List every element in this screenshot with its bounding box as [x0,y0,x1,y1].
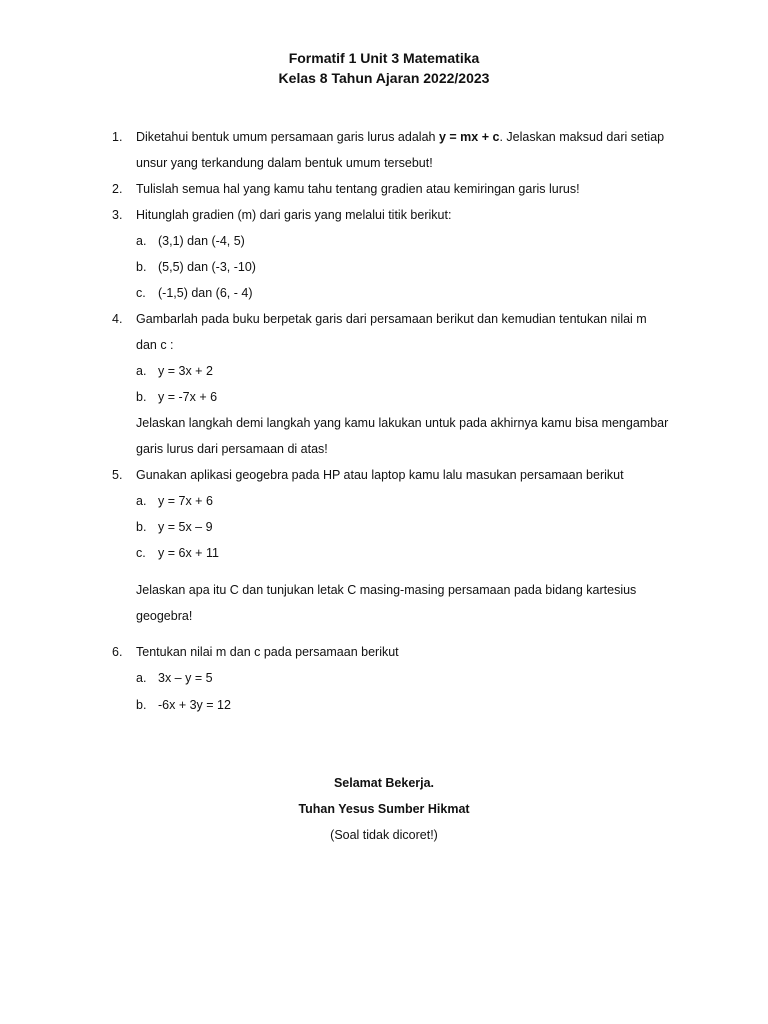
document-title: Formatif 1 Unit 3 Matematika [288,50,480,66]
item-text: -6x + 3y = 12 [158,698,231,712]
item-label: b. [136,698,147,712]
item-label: a. [136,364,147,378]
question-number: 3. [112,208,123,222]
item-label: a. [136,234,147,248]
question-note: Jelaskan apa itu C dan tunjukan letak C masing-masing persamaan pada bidang kartesius [136,583,637,597]
item-text: y = 6x + 11 [158,546,219,560]
question-note: Jelaskan langkah demi langkah yang kamu lakukan untuk pada akhirnya kamu bisa mengambar [136,416,669,430]
question-text: Tulislah semua hal yang kamu tahu tentang gradien atau kemiringan garis lurus! [136,182,580,196]
question-number: 4. [112,312,123,326]
item-label: c. [136,546,146,560]
question-text-part: . Jelaskan maksud dari setiap [499,130,665,144]
item-text: (5,5) dan (-3, -10) [158,260,256,274]
question-text-continued: dan c : [136,338,174,352]
question-text: Tentukan nilai m dan c pada persamaan berikut [136,645,399,659]
item-label: c. [136,286,146,300]
item-text: y = -7x + 6 [158,390,218,404]
item-label: a. [136,671,147,685]
question-note-continued: garis lurus dari persamaan di atas! [136,442,328,456]
question-text: Gunakan aplikasi geogebra pada HP atau laptop kamu lalu masukan persamaan berikut [136,468,624,482]
question-note-continued: geogebra! [136,609,193,623]
item-label: a. [136,494,147,508]
item-label: b. [136,390,147,404]
item-text: 3x – y = 5 [158,671,213,685]
document-subtitle: Kelas 8 Tahun Ajaran 2022/2023 [278,70,490,86]
closing-blessing: Tuhan Yesus Sumber Hikmat [298,802,470,816]
question-number: 6. [112,645,123,659]
formula-emphasis: y = mx + c [438,130,500,144]
closing-note: (Soal tidak dicoret!) [330,828,438,842]
question-text [136,130,664,144]
question-number: 2. [112,182,123,196]
question-text: Hitunglah gradien (m) dari garis yang melalui titik berikut: [136,208,452,222]
question-text-continued: unsur yang terkandung dalam bentuk umum tersebut! [136,156,433,170]
question-number: 1. [112,130,123,144]
item-text: y = 7x + 6 [158,494,213,508]
item-text: (3,1) dan (-4, 5) [158,234,245,248]
item-text: (-1,5) dan (6, - 4) [158,286,253,300]
question-number: 5. [112,468,123,482]
closing-greeting: Selamat Bekerja. [333,776,435,790]
item-label: b. [136,520,147,534]
question-text-part: Diketahui bentuk umum persamaan garis lurus adalah [136,130,436,144]
item-label: b. [136,260,147,274]
item-text: y = 5x – 9 [158,520,213,534]
question-text: Gambarlah pada buku berpetak garis dari persamaan berikut dan kemudian tentukan nilai m [136,312,647,326]
item-text: y = 3x + 2 [158,364,213,378]
